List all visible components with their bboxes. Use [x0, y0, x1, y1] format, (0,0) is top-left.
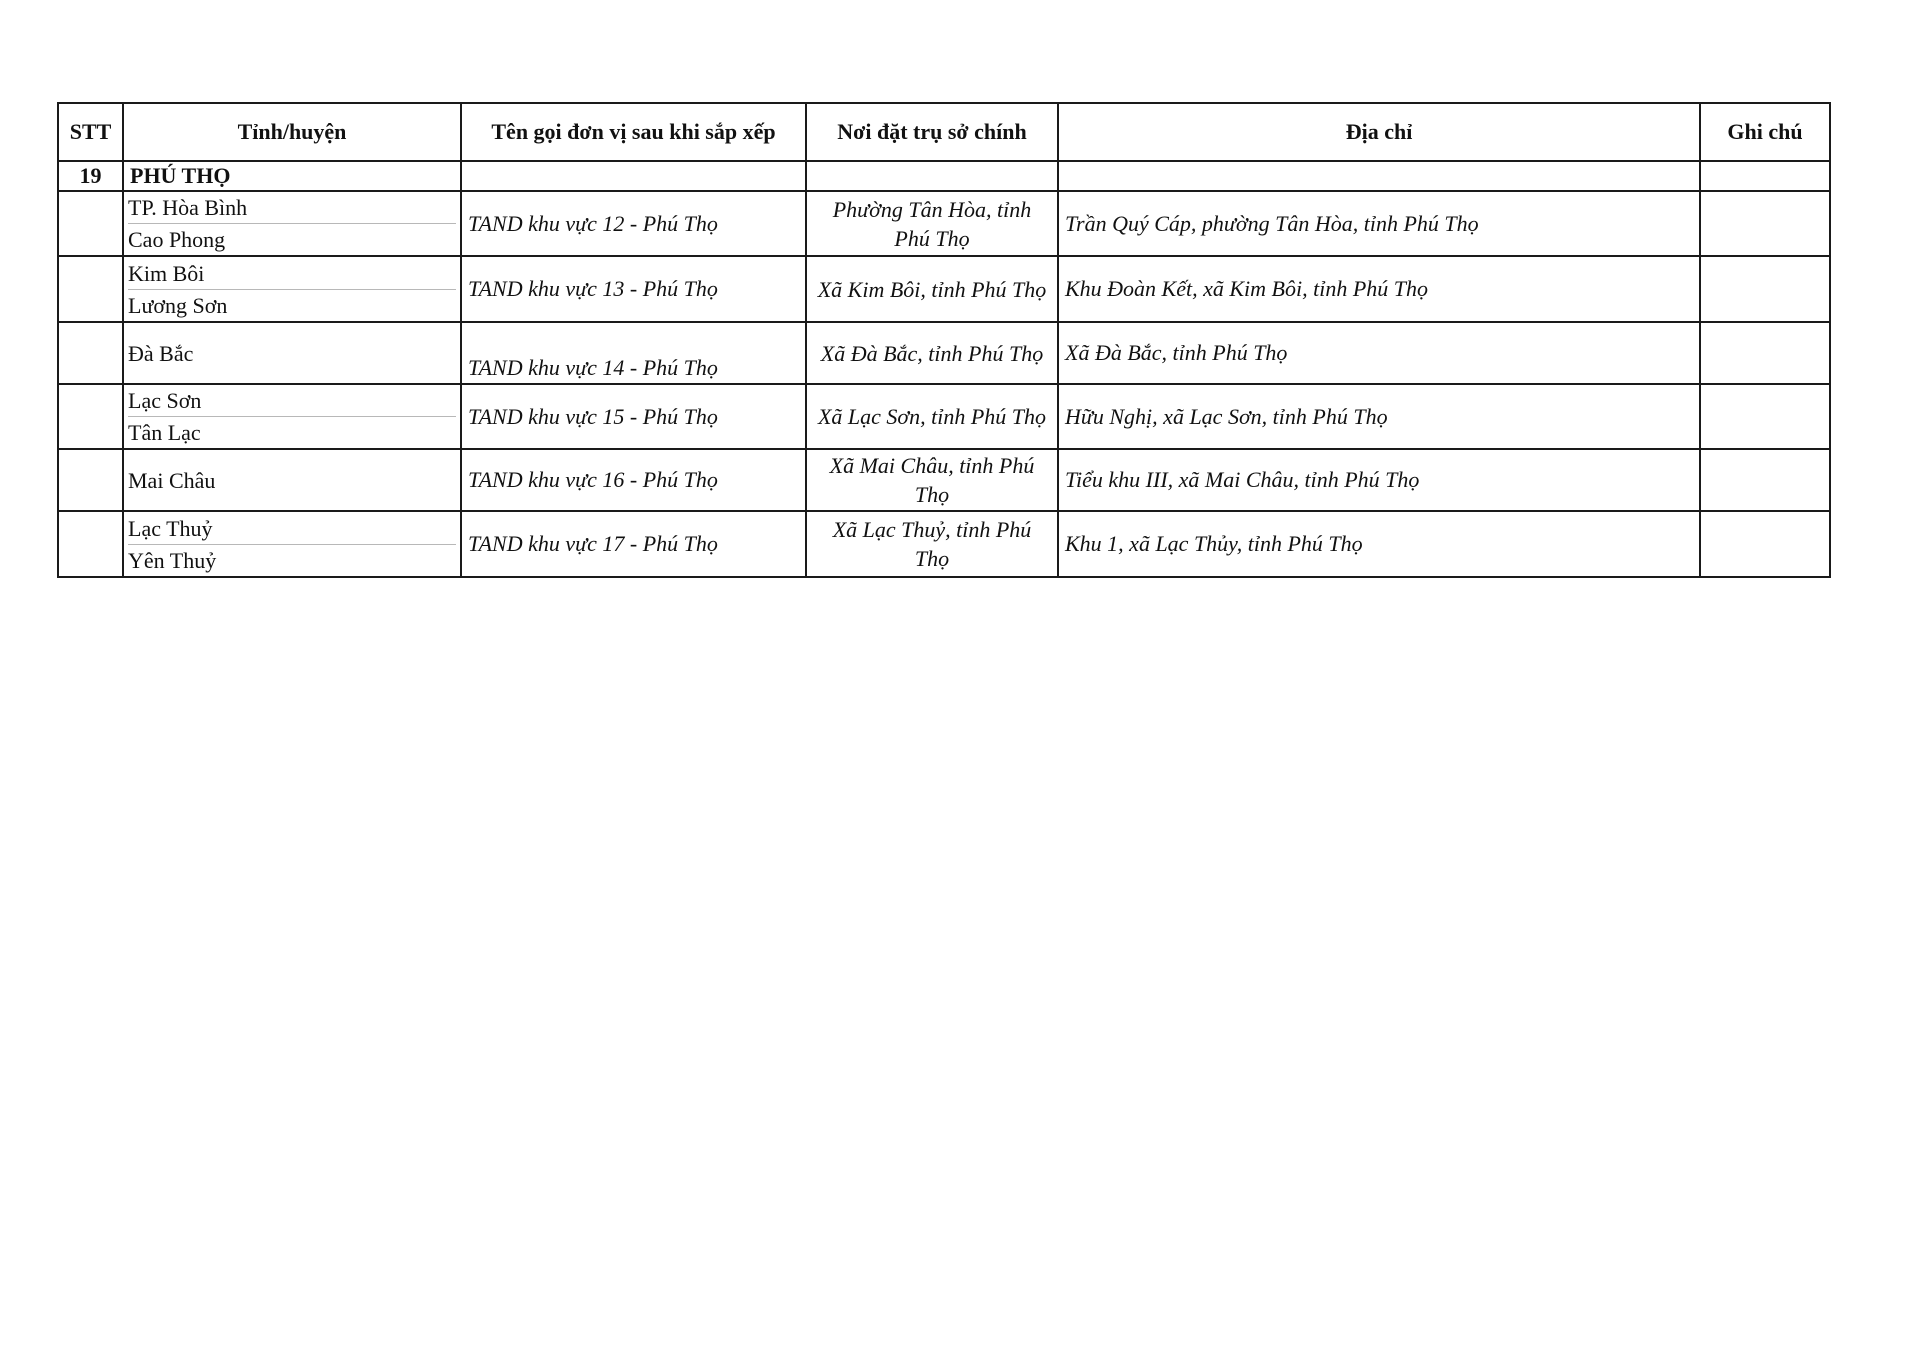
- table-row: [58, 449, 1830, 511]
- district-name: Mai Châu: [128, 467, 216, 493]
- district-cell: [123, 191, 461, 256]
- unit-name-cell: TAND khu vực 13 - Phú Thọ: [461, 256, 806, 322]
- district-cell: [123, 511, 461, 577]
- table-header-row: [58, 103, 1830, 161]
- district-name: Lạc Sơn: [128, 388, 202, 413]
- note-cell: [1700, 322, 1830, 384]
- note-cell: [1700, 449, 1830, 511]
- district-name: Lạc Thuỷ: [128, 515, 213, 541]
- province-name: PHÚ THỌ: [123, 161, 461, 191]
- address-cell: Tiểu khu III, xã Mai Châu, tỉnh Phú Thọ: [1058, 449, 1700, 511]
- address-cell: Trần Quý Cáp, phường Tân Hòa, tỉnh Phú Thọ: [1058, 191, 1700, 256]
- district-cell: [123, 322, 461, 384]
- empty-cell: [1700, 161, 1830, 191]
- unit-name-cell: TAND khu vực 16 - Phú Thọ: [461, 449, 806, 511]
- stt-cell: [58, 449, 123, 511]
- headquarters-cell: Xã Đà Bắc, tỉnh Phú Thọ: [806, 322, 1058, 384]
- note-cell: [1700, 191, 1830, 256]
- unit-name-cell: TAND khu vực 12 - Phú Thọ: [461, 191, 806, 256]
- district-name: TP. Hòa Bình: [128, 195, 248, 220]
- province-row: [58, 161, 1830, 191]
- district-name: Đà Bắc: [128, 340, 194, 366]
- empty-cell: [1058, 161, 1700, 191]
- address-cell: Xã Đà Bắc, tỉnh Phú Thọ: [1058, 322, 1700, 384]
- note-cell: [1700, 384, 1830, 449]
- stt-cell: [58, 511, 123, 577]
- province-stt: 19: [58, 161, 123, 191]
- headquarters-cell: Xã Kim Bôi, tỉnh Phú Thọ: [806, 256, 1058, 322]
- header-note: Ghi chú: [1700, 103, 1830, 161]
- empty-cell: [806, 161, 1058, 191]
- court-reorganization-table: [57, 102, 1831, 578]
- unit-name-cell: TAND khu vực 14 - Phú Thọ: [461, 322, 806, 384]
- table-row: [58, 322, 1830, 384]
- note-cell: [1700, 511, 1830, 577]
- header-headquarters: Nơi đặt trụ sở chính: [806, 103, 1058, 161]
- address-cell: Hữu Nghị, xã Lạc Sơn, tỉnh Phú Thọ: [1058, 384, 1700, 449]
- header-stt: STT: [58, 103, 123, 161]
- headquarters-cell: Xã Mai Châu, tỉnh Phú Thọ: [806, 449, 1058, 511]
- table-row: [58, 511, 1830, 577]
- unit-name-cell: TAND khu vực 15 - Phú Thọ: [461, 384, 806, 449]
- unit-name-cell: TAND khu vực 17 - Phú Thọ: [461, 511, 806, 577]
- district-name: Lương Sơn: [128, 289, 456, 321]
- district-name: Cao Phong: [128, 223, 456, 255]
- headquarters-cell: Xã Lạc Thuỷ, tỉnh Phú Thọ: [806, 511, 1058, 577]
- header-address: Địa chỉ: [1058, 103, 1700, 161]
- table-row: [58, 256, 1830, 322]
- district-cell: [123, 256, 461, 322]
- address-cell: Khu Đoàn Kết, xã Kim Bôi, tỉnh Phú Thọ: [1058, 256, 1700, 322]
- empty-cell: [461, 161, 806, 191]
- district-name: Tân Lạc: [128, 416, 456, 448]
- note-cell: [1700, 256, 1830, 322]
- stt-cell: [58, 256, 123, 322]
- header-district: Tỉnh/huyện: [123, 103, 461, 161]
- stt-cell: [58, 322, 123, 384]
- table-row: [58, 191, 1830, 256]
- header-unit-name: Tên gọi đơn vị sau khi sắp xếp: [461, 103, 806, 161]
- district-cell: [123, 449, 461, 511]
- document-page: [57, 102, 1829, 578]
- district-name: Yên Thuỷ: [128, 544, 456, 576]
- headquarters-cell: Xã Lạc Sơn, tỉnh Phú Thọ: [806, 384, 1058, 449]
- stt-cell: [58, 384, 123, 449]
- district-name: Kim Bôi: [128, 260, 205, 286]
- headquarters-cell: Phường Tân Hòa, tỉnh Phú Thọ: [806, 191, 1058, 256]
- district-cell: [123, 384, 461, 449]
- table-row: [58, 384, 1830, 449]
- address-cell: Khu 1, xã Lạc Thủy, tỉnh Phú Thọ: [1058, 511, 1700, 577]
- stt-cell: [58, 191, 123, 256]
